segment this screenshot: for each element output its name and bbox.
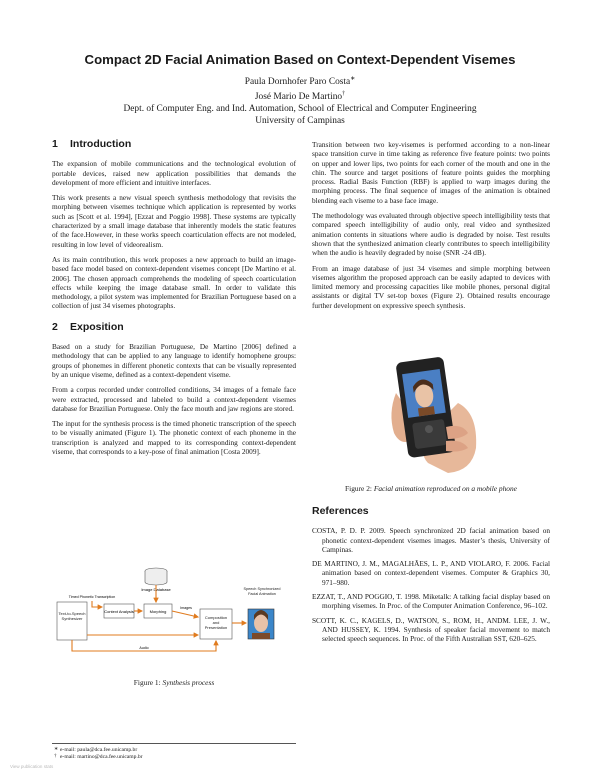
section-1-heading: 1 Introduction [52, 138, 132, 150]
image-database-icon [145, 568, 167, 585]
reference-item: SCOTT, K. C., KAGELS, D., WATSON, S., ROM, H., ANDM. LEE, J. W., AND HUSSEY, K. 1994. Synthesis of speaker facial movement to match selected speech sequences. In Proc. of the Fifth Australian SST, 620–625. [312, 615, 550, 644]
intro-paragraph-1: The expansion of mobile communications and the technological evolution of portable devices, raised new application possibilities that demands the development of more efficient and intuitive interfaces. [52, 159, 296, 187]
figure-2-image [388, 353, 480, 475]
label-audio-arrow: Audio [139, 646, 149, 650]
label-composition: Composition and Presentation [204, 615, 228, 630]
author-2: José Mario De Martino† [254, 91, 346, 103]
watermark[interactable]: View publication stats [10, 764, 54, 769]
figure-2-caption: Figure 2: Facial animation reproduced on a mobile phone [345, 484, 517, 493]
phone-keypad [412, 419, 447, 449]
label-phonetic-transcription: Timed Phonetic Transcription [68, 595, 116, 599]
section-2-heading: 2 Exposition [52, 320, 124, 333]
synthesis-diagram [52, 565, 296, 665]
label-context-analysis: Context Analysis [104, 609, 134, 614]
label-output: Speech Synchronized Facial Animation [243, 587, 281, 596]
paper-title: Compact 2D Facial Animation Based on Context-Dependent Visemes [84, 52, 516, 67]
right-paragraph-1: Transition between two key-visemes is performed according to a non-linear space transition curve in time taking as reference five feature points: two points on upper and lower lips, two points for each corner of the mouth and one in the chin. The source and target positions of feature points guides the morphing process. Radial Basis Function (RBF) is applied to warp images during the morphing process. The final sequence of images of the animation is obtained blending each viseme to a base face image. [312, 140, 550, 205]
output-face-thumbnail [248, 609, 274, 639]
university: University of Campinas [255, 116, 345, 127]
mobile-phone-photo [388, 353, 480, 475]
label-tts: Text-to-Speech Synthesizer [58, 611, 86, 621]
footnotes [52, 743, 296, 761]
figure-1 [52, 565, 296, 687]
author-block [0, 73, 600, 127]
exposition-paragraph-1: Based on a study for Brazilian Portuguese, De Martino [2006] defined a methodology that can be applied to any language to identify homophene groups: groups of phonemes in different phonetic contexts that can be visually represented by an unique viseme, defined as a context-dependent viseme. [52, 342, 296, 379]
author-1: Paula Dornhofer Paro Costa∗ [244, 76, 356, 88]
label-image-database: Image Database [141, 587, 171, 592]
references-section [312, 507, 550, 649]
references-heading: References [312, 505, 369, 517]
right-column [312, 140, 550, 316]
intro-paragraph-3: As its main contribution, this work proposes a new approach to build an image-based face model based on context-dependent visemes concept [De Martino et al. 2006]. The chosen approach comprehends the modeling of speech coarticulation effects while keeping the image database small. In order to validate this methodology, a pilot system was implemented for Brazilian Portuguese based on a collection of just 34 visemes photographs. [52, 254, 296, 311]
reference-item: COSTA, P. D. P. 2009. Speech synchronized 2D facial animation based on phonetic context-dependent visemes images. Master’s thesis, University of Campinas. [312, 526, 550, 554]
right-paragraph-2: The methodology was evaluated through objective speech intelligibility tests that compared speech intelligibility of audio only, real video and synthesized animation contents in situations where audio is degraded by noise. Test results shown that the synthesized animation clearly contributes to speech intelligibility when the audio is heavily degraded by noise (SNR -24 dB). [312, 211, 550, 258]
figure-1-caption: Figure 1: Synthesis process [133, 678, 215, 687]
left-column [52, 140, 296, 462]
footnote-2: † e-mail: martino@dca.fee.unicamp.br [54, 754, 143, 760]
reference-item: DE MARTINO, J. M., MAGALHÃES, L. P., AND VIOLARO, F. 2006. Facial animation based on context-dependent visemes. Computer & Graphics 30, 971–980. [312, 559, 550, 587]
reference-item: EZZAT, T., AND POGGIO, T. 1998. Miketalk: A talking facial display based on morphing visemes. In Proc. of the Computer Animation Conference, 96–102. [312, 592, 550, 611]
right-paragraph-3: From an image database of just 34 visemes and simple morphing between visemes algorithm the proposed approach can be easily adapted to devices with limited memory and processing capacities like mobile phones, personal digital assistants or digital TV set-top boxes (Figure 2). Obtained results encourage further development on expressive speech synthesis. [312, 263, 550, 310]
label-images-arrow: Images [180, 606, 192, 610]
intro-paragraph-2: This work presents a new visual speech synthesis methodology that revisits the morphing between visemes technique which application is represented by works such as [Scott et al. 1994], [Ezzat and Poggio 1998]. These systems are typically characterized by a small image database that inherently models the static features of the face.However, in these works speech coarticulation effects are not modeled, resulting in low level of videorealism. [52, 193, 296, 249]
exposition-paragraph-3: The input for the synthesis process is the timed phonetic transcription of the speech to be visually animated (Figure 1). The phonetic context of each phoneme in the transcription is analyzed and mapped to its corresponding context-dependent viseme, that corresponds to a key-pose of final animation [Costa 2009]. [52, 419, 296, 457]
exposition-paragraph-2: From a corpus recorded under controlled conditions, 34 images of a female face were extracted, processed and labeled to build a context-dependent visemes database for Brazilian Portuguese. Only the face mouth and jaw regions are stored. [52, 385, 296, 413]
label-morphing: Morphing [149, 609, 167, 614]
affiliation: Dept. of Computer Eng. and Ind. Automation, School of Electrical and Computer Engineering [123, 104, 477, 115]
footnote-1: ∗ e-mail: paula@dca.fee.unicamp.br [54, 747, 138, 753]
